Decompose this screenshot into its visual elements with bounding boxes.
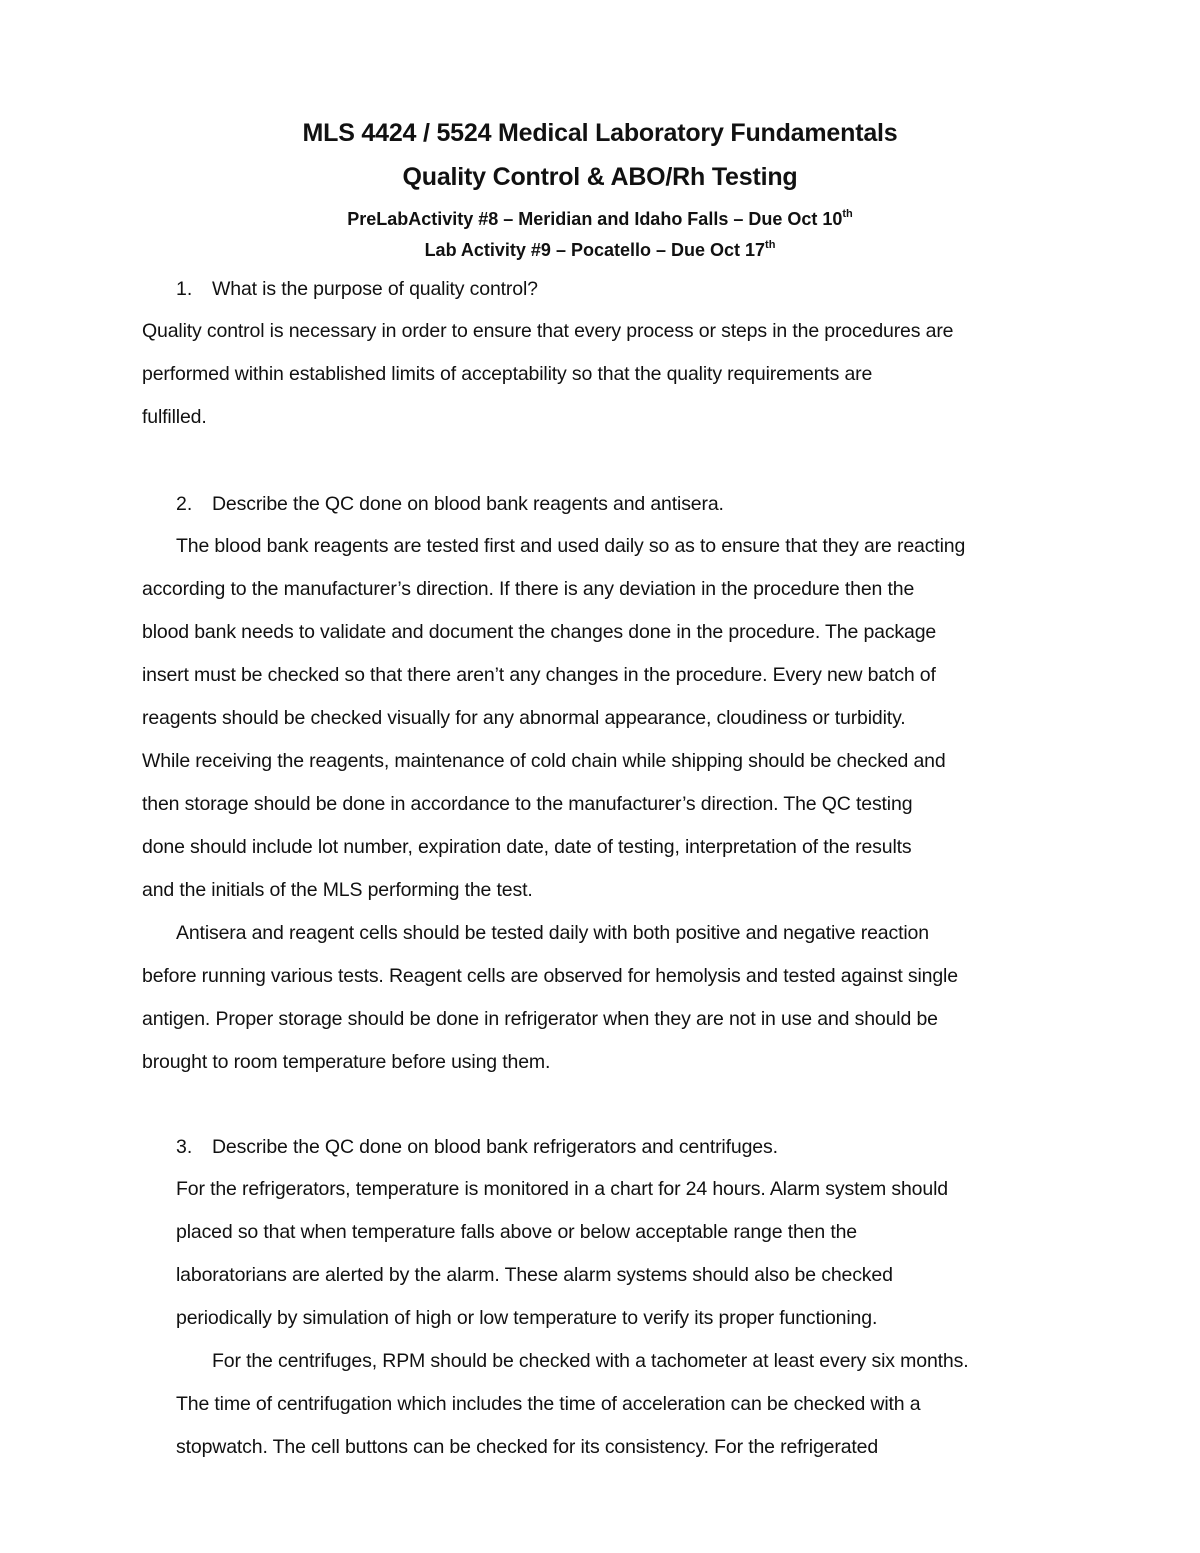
answer-2-line: done should include lot number, expiration date, date of testing, interpretation of the results	[142, 836, 912, 858]
answer-1-line: fulfilled.	[142, 406, 207, 428]
question-3-text: Describe the QC done on blood bank refrigerators and centrifuges.	[212, 1136, 778, 1158]
question-2-text: Describe the QC done on blood bank reagents and antisera.	[212, 493, 724, 515]
answer-2-line: then storage should be done in accordance to the manufacturer’s direction. The QC testing	[142, 793, 913, 815]
answer-3-line: stopwatch. The cell buttons can be checked for its consistency. For the refrigerated	[176, 1436, 879, 1458]
answer-2-line: according to the manufacturer’s direction. If there is any deviation in the procedure then the	[142, 578, 915, 600]
answer-2-line: reagents should be checked visually for any abnormal appearance, cloudiness or turbidity.	[142, 707, 906, 729]
activity-line-2	[0, 240, 1200, 261]
answer-2-line: before running various tests. Reagent cells are observed for hemolysis and tested against single	[142, 965, 958, 987]
document-title: MLS 4424 / 5524 Medical Laboratory Fundamentals	[302, 119, 898, 147]
answer-2-line: insert must be checked so that there aren’t any changes in the procedure. Every new batch of	[142, 664, 936, 686]
question-1-text: What is the purpose of quality control?	[212, 278, 538, 300]
question-3-number: 3.	[176, 1136, 193, 1158]
activity-2-suffix: th	[765, 239, 776, 251]
activity-2-text: Lab Activity #9 – Pocatello – Due Oct 17	[424, 240, 766, 260]
activity-1-text: PreLabActivity #8 – Meridian and Idaho Falls – Due Oct 10	[347, 209, 843, 229]
document-subtitle: Quality Control & ABO/Rh Testing	[402, 163, 798, 191]
answer-2-line: antigen. Proper storage should be done in refrigerator when they are not in use and should be	[142, 1008, 938, 1030]
answer-3-line: periodically by simulation of high or low temperature to verify its proper functioning.	[176, 1307, 878, 1329]
answer-2-line: and the initials of the MLS performing the test.	[142, 879, 533, 901]
answer-2-line: brought to room temperature before using them.	[142, 1051, 551, 1073]
answer-3-line: laboratorians are alerted by the alarm. These alarm systems should also be checked	[176, 1264, 893, 1286]
answer-2-line: blood bank needs to validate and document the changes done in the procedure. The package	[142, 621, 937, 643]
answer-3-line: The time of centrifugation which includes the time of acceleration can be checked with a	[176, 1393, 921, 1415]
activity-1-suffix: th	[842, 208, 853, 220]
activity-line-1	[0, 209, 1200, 230]
answer-3-line: For the refrigerators, temperature is monitored in a chart for 24 hours. Alarm system should	[176, 1178, 948, 1200]
answer-1-line: Quality control is necessary in order to ensure that every process or steps in the procedures are	[142, 320, 954, 342]
answer-3-line: placed so that when temperature falls above or below acceptable range then the	[176, 1221, 857, 1243]
answer-2-line: While receiving the reagents, maintenance of cold chain while shipping should be checked and	[142, 750, 946, 772]
answer-2-line: The blood bank reagents are tested first and used daily so as to ensure that they are reacting	[176, 535, 966, 557]
answer-3-line: For the centrifuges, RPM should be checked with a tachometer at least every six months.	[212, 1350, 969, 1372]
question-2-number: 2.	[176, 493, 193, 515]
question-1-number: 1.	[176, 278, 193, 300]
answer-2-line: Antisera and reagent cells should be tested daily with both positive and negative reaction	[176, 922, 929, 944]
answer-1-line: performed within established limits of acceptability so that the quality requirements are	[142, 363, 873, 385]
